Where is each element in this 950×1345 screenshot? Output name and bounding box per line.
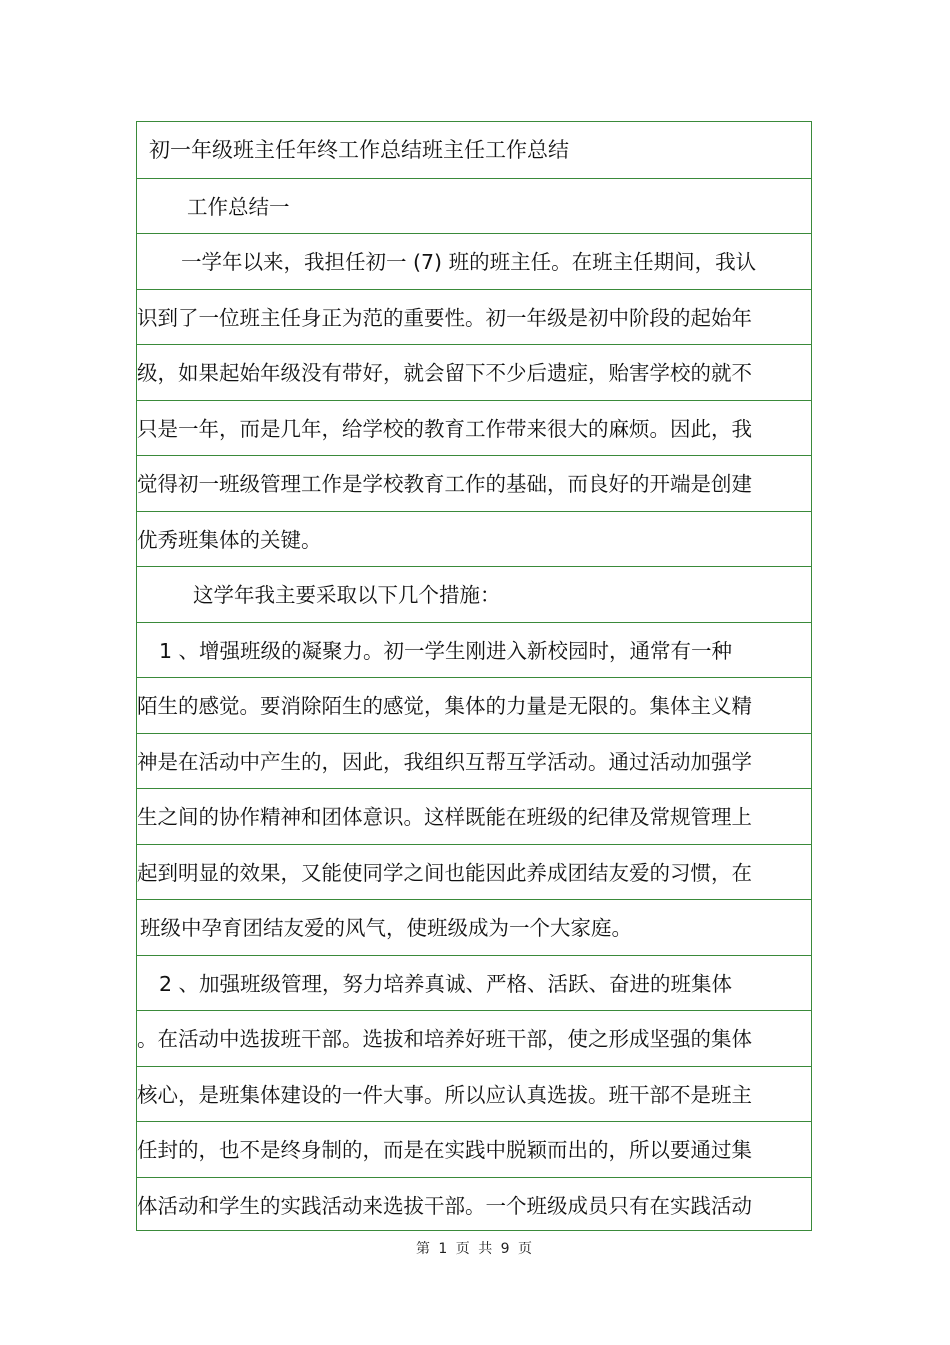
text-line: 班级中孕育团结友爱的风气，使班级成为一个大家庭。 [137,899,811,955]
document-title: 初一年级班主任年终工作总结班主任工作总结 [149,138,569,162]
text-line: 识到了一位班主任身正为范的重要性。初一年级是初中阶段的起始年 [137,289,811,345]
document-page [136,121,812,1231]
text-line: 陌生的感觉。要消除陌生的感觉，集体的力量是无限的。集体主义精 [137,677,811,733]
text-line: 这学年我主要采取以下几个措施： [137,566,811,622]
text-line: 生之间的协作精神和团体意识。这样既能在班级的纪律及常规管理上 [137,788,811,844]
text-line: 体活动和学生的实践活动来选拔干部。一个班级成员只有在实践活动 [137,1177,811,1233]
page-number: 第 1 页 共 9 页 [415,1241,535,1257]
text-line: 神是在活动中产生的，因此，我组织互帮互学活动。通过活动加强学 [137,733,811,789]
text-line: 觉得初一班级管理工作是学校教育工作的基础，而良好的开端是创建 [137,455,811,511]
section-heading: 工作总结一 [137,178,811,234]
text-line: 。在活动中选拔班干部。选拔和培养好班干部，使之形成坚强的集体 [137,1010,811,1066]
text-line: 级，如果起始年级没有带好，就会留下不少后遗症，贻害学校的就不 [137,344,811,400]
text-line: 2 、加强班级管理，努力培养真诚、严格、活跃、奋进的班集体 [137,955,811,1011]
text-line: 任封的，也不是终身制的，而是在实践中脱颖而出的，所以要通过集 [137,1121,811,1177]
text-line: 起到明显的效果，又能使同学之间也能因此养成团结友爱的习惯，在 [137,844,811,900]
text-line: 优秀班集体的关键。 [137,511,811,567]
text-line: 1 、增强班级的凝聚力。初一学生刚进入新校园时，通常有一种 [137,622,811,678]
text-line: 核心，是班集体建设的一件大事。所以应认真选拔。班干部不是班主 [137,1066,811,1122]
text-line: 只是一年，而是几年，给学校的教育工作带来很大的麻烦。因此，我 [137,400,811,456]
text-line: 一学年以来，我担任初一 (7) 班的班主任。在班主任期间，我认 [137,233,811,289]
